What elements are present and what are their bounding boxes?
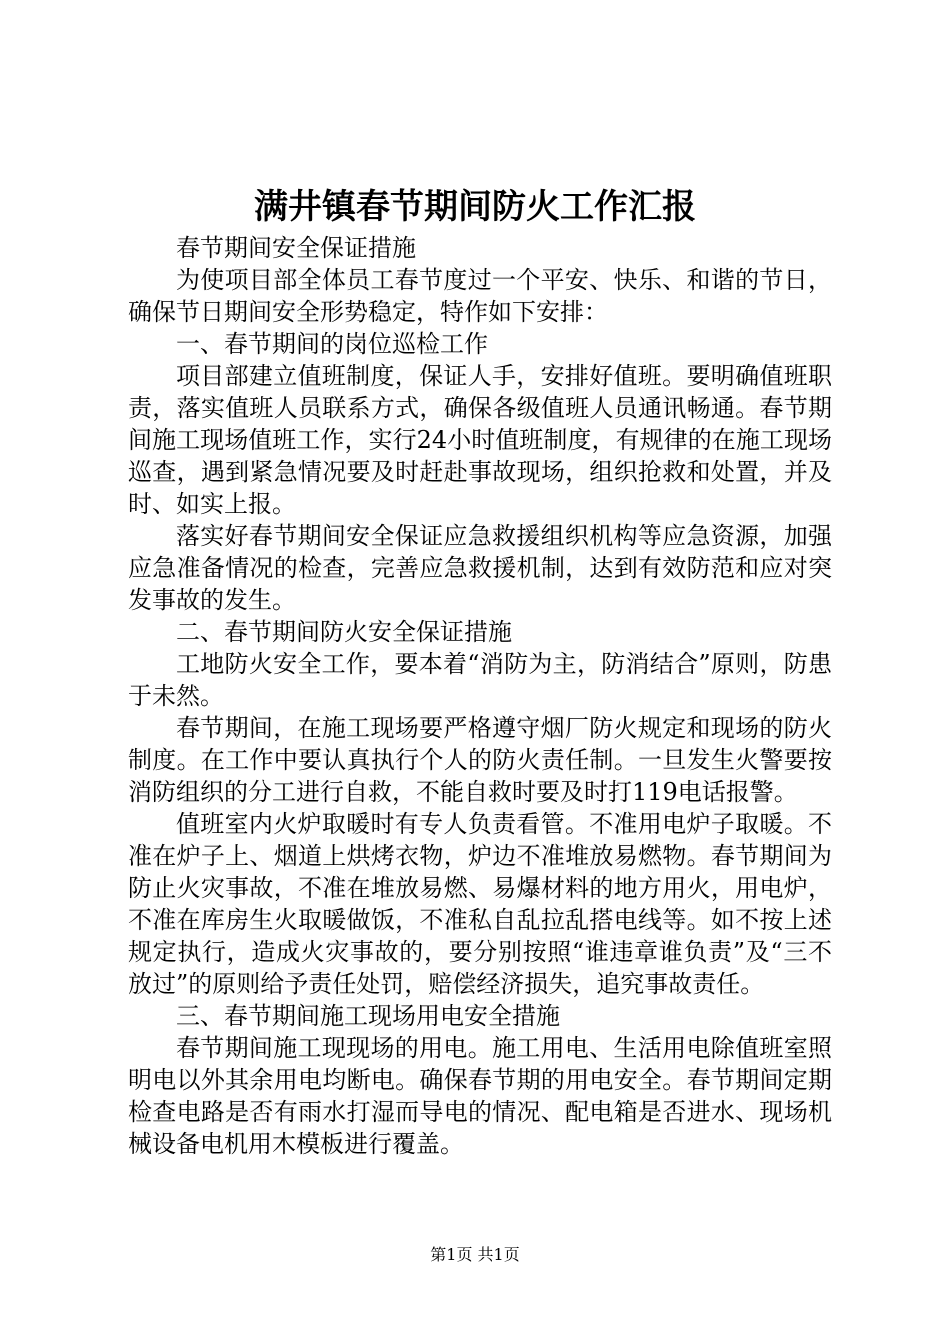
document-title: 满井镇春节期间防火工作汇报 [254,187,696,227]
intro-paragraph: 为使项目部全体员工春节度过一个平安、快乐、和谐的节日，确保节日期间安全形势稳定，特作如下安排： [128,266,832,326]
patrol-paragraph: 项目部建立值班制度，保证人手，安排好值班。要明确值班职责，落实值班人员联系方式，确保各级值班人员通讯畅通。春节期间施工现场值班工作，实行24小时值班制度，有规律的在施工现场巡查，遇到紧急情况要及时赶赴事故现场，组织抢救和处置，并及时、如实上报。 [128,362,832,518]
section-heading-electric: 三、春节期间施工现场用电安全措施 [176,1002,560,1030]
emergency-paragraph: 落实好春节期间安全保证应急救援组织机构等应急资源，加强应急准备情况的检查，完善应急救援机制，达到有效防范和应对突发事故的发生。 [128,522,832,614]
section-heading-fire: 二、春节期间防火安全保证措施 [176,618,512,646]
fire-principle-paragraph: 工地防火安全工作，要本着“消防为主，防消结合”原则，防患于未然。 [128,650,832,710]
section-heading-patrol: 一、春节期间的岗位巡检工作 [176,330,488,358]
section-heading-intro: 春节期间安全保证措施 [176,234,416,262]
duty-room-paragraph: 值班室内火炉取暖时有专人负责看管。不准用电炉子取暖。不准在炉子上、烟道上烘烤衣物，炉边不准堆放易燃物。春节期间为防止火灾事故，不准在堆放易燃、易爆材料的地方用火，用电炉，不准在库房生火取暖做饭，不准私自乱拉乱搭电线等。如不按上述规定执行，造成火灾事故的，要分别按照“谁违章谁负责”及“三不放过”的原则给予责任处罚，赔偿经济损失，追究事故责任。 [128,810,832,998]
document-body [128,232,832,1160]
fire-rules-paragraph: 春节期间，在施工现场要严格遵守烟厂防火规定和现场的防火制度。在工作中要认真执行个人的防火责任制。一旦发生火警要按消防组织的分工进行自救，不能自救时要及时打119电话报警。 [128,714,832,806]
page-number: 第1页 共1页 [430,1245,520,1264]
electric-paragraph: 春节期间施工现现场的用电。施工用电、生活用电除值班室照明电以外其余用电均断电。确保春节期的用电安全。春节期间定期检查电路是否有雨水打湿而导电的情况、配电箱是否进水、现场机械设备电机用木模板进行覆盖。 [128,1034,832,1158]
